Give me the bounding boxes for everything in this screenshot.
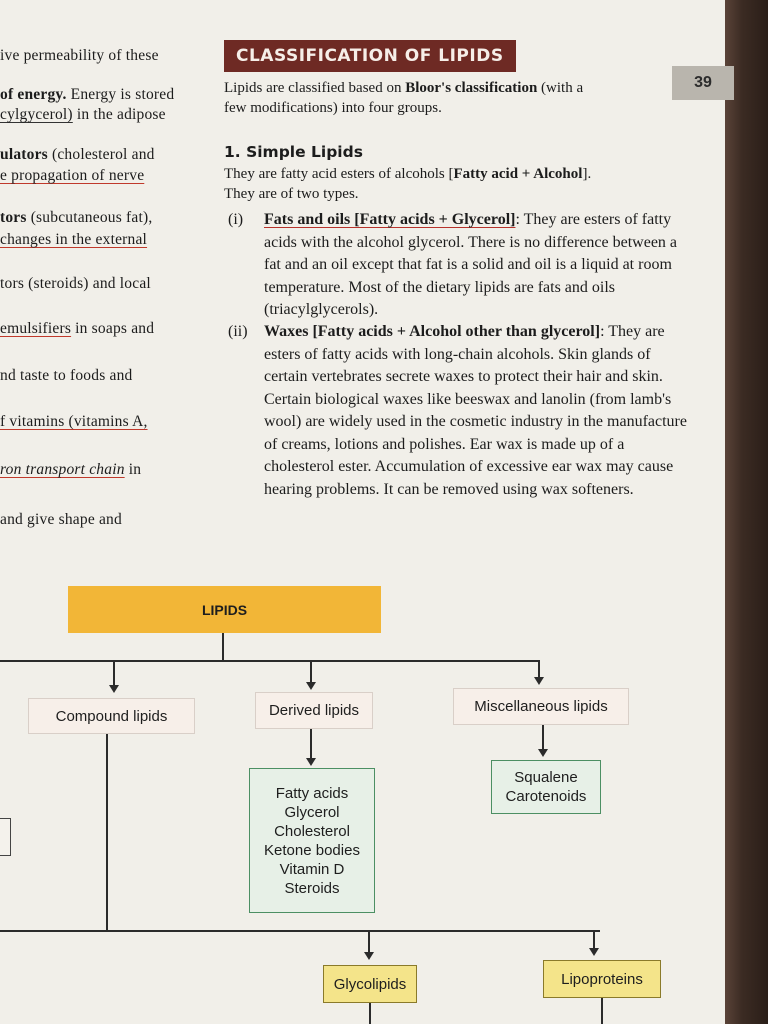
connector-line [106, 734, 108, 932]
connector-line [310, 661, 312, 683]
arrow-icon [538, 749, 548, 757]
arrow-icon [306, 682, 316, 690]
derived-item: Glycerol [284, 803, 340, 821]
arrow-icon [306, 758, 316, 766]
arrow-icon [589, 948, 599, 956]
connector-line [113, 661, 115, 686]
page-number: 39 [672, 66, 734, 100]
left-text-line: and give shape and [0, 511, 122, 528]
diagram-root-lipids: LIPIDS [68, 586, 381, 633]
left-text-line: f vitamins (vitamins A, [0, 413, 148, 430]
left-text-line: emulsifiers in soaps and [0, 320, 155, 337]
derived-item: Steroids [284, 879, 340, 897]
derived-item: Cholesterol [274, 822, 350, 840]
left-text-line: tors (subcutaneous fat), [0, 209, 153, 226]
type-fats-and-oils [228, 209, 688, 322]
left-text-line: ulators (cholesterol and [0, 146, 155, 163]
misc-lipids-list [491, 760, 601, 814]
item-title: Waxes [Fatty acids + Alcohol other than glycerol] [264, 323, 601, 340]
simple-lipids-heading: 1. Simple Lipids [224, 143, 363, 161]
derived-item: Vitamin D [279, 860, 345, 878]
left-text-line: tors (steroids) and local [0, 275, 151, 292]
book-edge [725, 0, 768, 1024]
item-number: (ii) [228, 323, 248, 340]
connector-line [310, 729, 312, 759]
glycolipids-box: Glycolipids [323, 965, 417, 1003]
derived-lipids-list [249, 768, 375, 913]
item-text: : They are esters of fatty acids with the alcohol glycerol. There is no difference between a fat and an oil except that fat is a solid and oil is a liquid at room temperature. Most of the dietary lipids are fats and oils (triacylglycerols). [264, 211, 678, 318]
intro-paragraph: Lipids are classified based on Bloor's classification (with a few modifications) into four groups. [224, 80, 584, 116]
connector-line [538, 661, 540, 678]
connector-line [0, 660, 540, 662]
item-title: Fats and oils [Fatty acids + Glycerol] [264, 211, 516, 228]
connector-line [222, 633, 224, 661]
section-heading: CLASSIFICATION OF LIPIDS [224, 40, 516, 72]
derived-item: Fatty acids [275, 784, 349, 802]
connector-line [593, 931, 595, 949]
left-text-line: cylgycerol) in the adipose [0, 106, 166, 123]
left-text-line: changes in the external [0, 231, 148, 248]
lipoproteins-box: Lipoproteins [543, 960, 661, 998]
item-number: (i) [228, 211, 244, 228]
partial-box [0, 818, 11, 856]
type-waxes [228, 321, 688, 501]
arrow-icon [534, 677, 544, 685]
left-text-line: e propagation of nerve [0, 167, 145, 184]
left-text-line: ron transport chain in [0, 461, 142, 478]
misc-item: Carotenoids [505, 788, 587, 805]
left-text-line: of energy. Energy is stored [0, 86, 175, 103]
derived-lipids-box: Derived lipids [255, 692, 373, 729]
connector-line [369, 1003, 371, 1024]
compound-lipids-box: Compound lipids [28, 698, 195, 734]
item-text: : They are esters of fatty acids with long-chain alcohols. Skin glands of certain vertebrates secrete waxes to protect their hair and skin. Certain biological waxes like beeswax and lanolin (from lamb's wool) are widely used in the cosmetic industry in the manufacture of creams, lotions and polishes. Ear wax is made up of a cholesterol ester. Accumulation of excessive ear wax may cause hearing problems. It can be removed using wax softeners. [264, 323, 687, 498]
connector-line [542, 725, 544, 750]
connector-line [601, 998, 603, 1024]
misc-lipids-box: Miscellaneous lipids [453, 688, 629, 725]
misc-item: Squalene [514, 769, 578, 786]
connector-line [0, 930, 600, 932]
left-text-line: nd taste to foods and [0, 367, 133, 384]
arrow-icon [109, 685, 119, 693]
arrow-icon [364, 952, 374, 960]
connector-line [368, 931, 370, 953]
derived-item: Ketone bodies [264, 841, 360, 859]
simple-lipids-description: They are fatty acid esters of alcohols [Fatty acid + Alcohol]. They are of two types. [224, 166, 592, 202]
left-text-line: ive permeability of these [0, 47, 159, 64]
